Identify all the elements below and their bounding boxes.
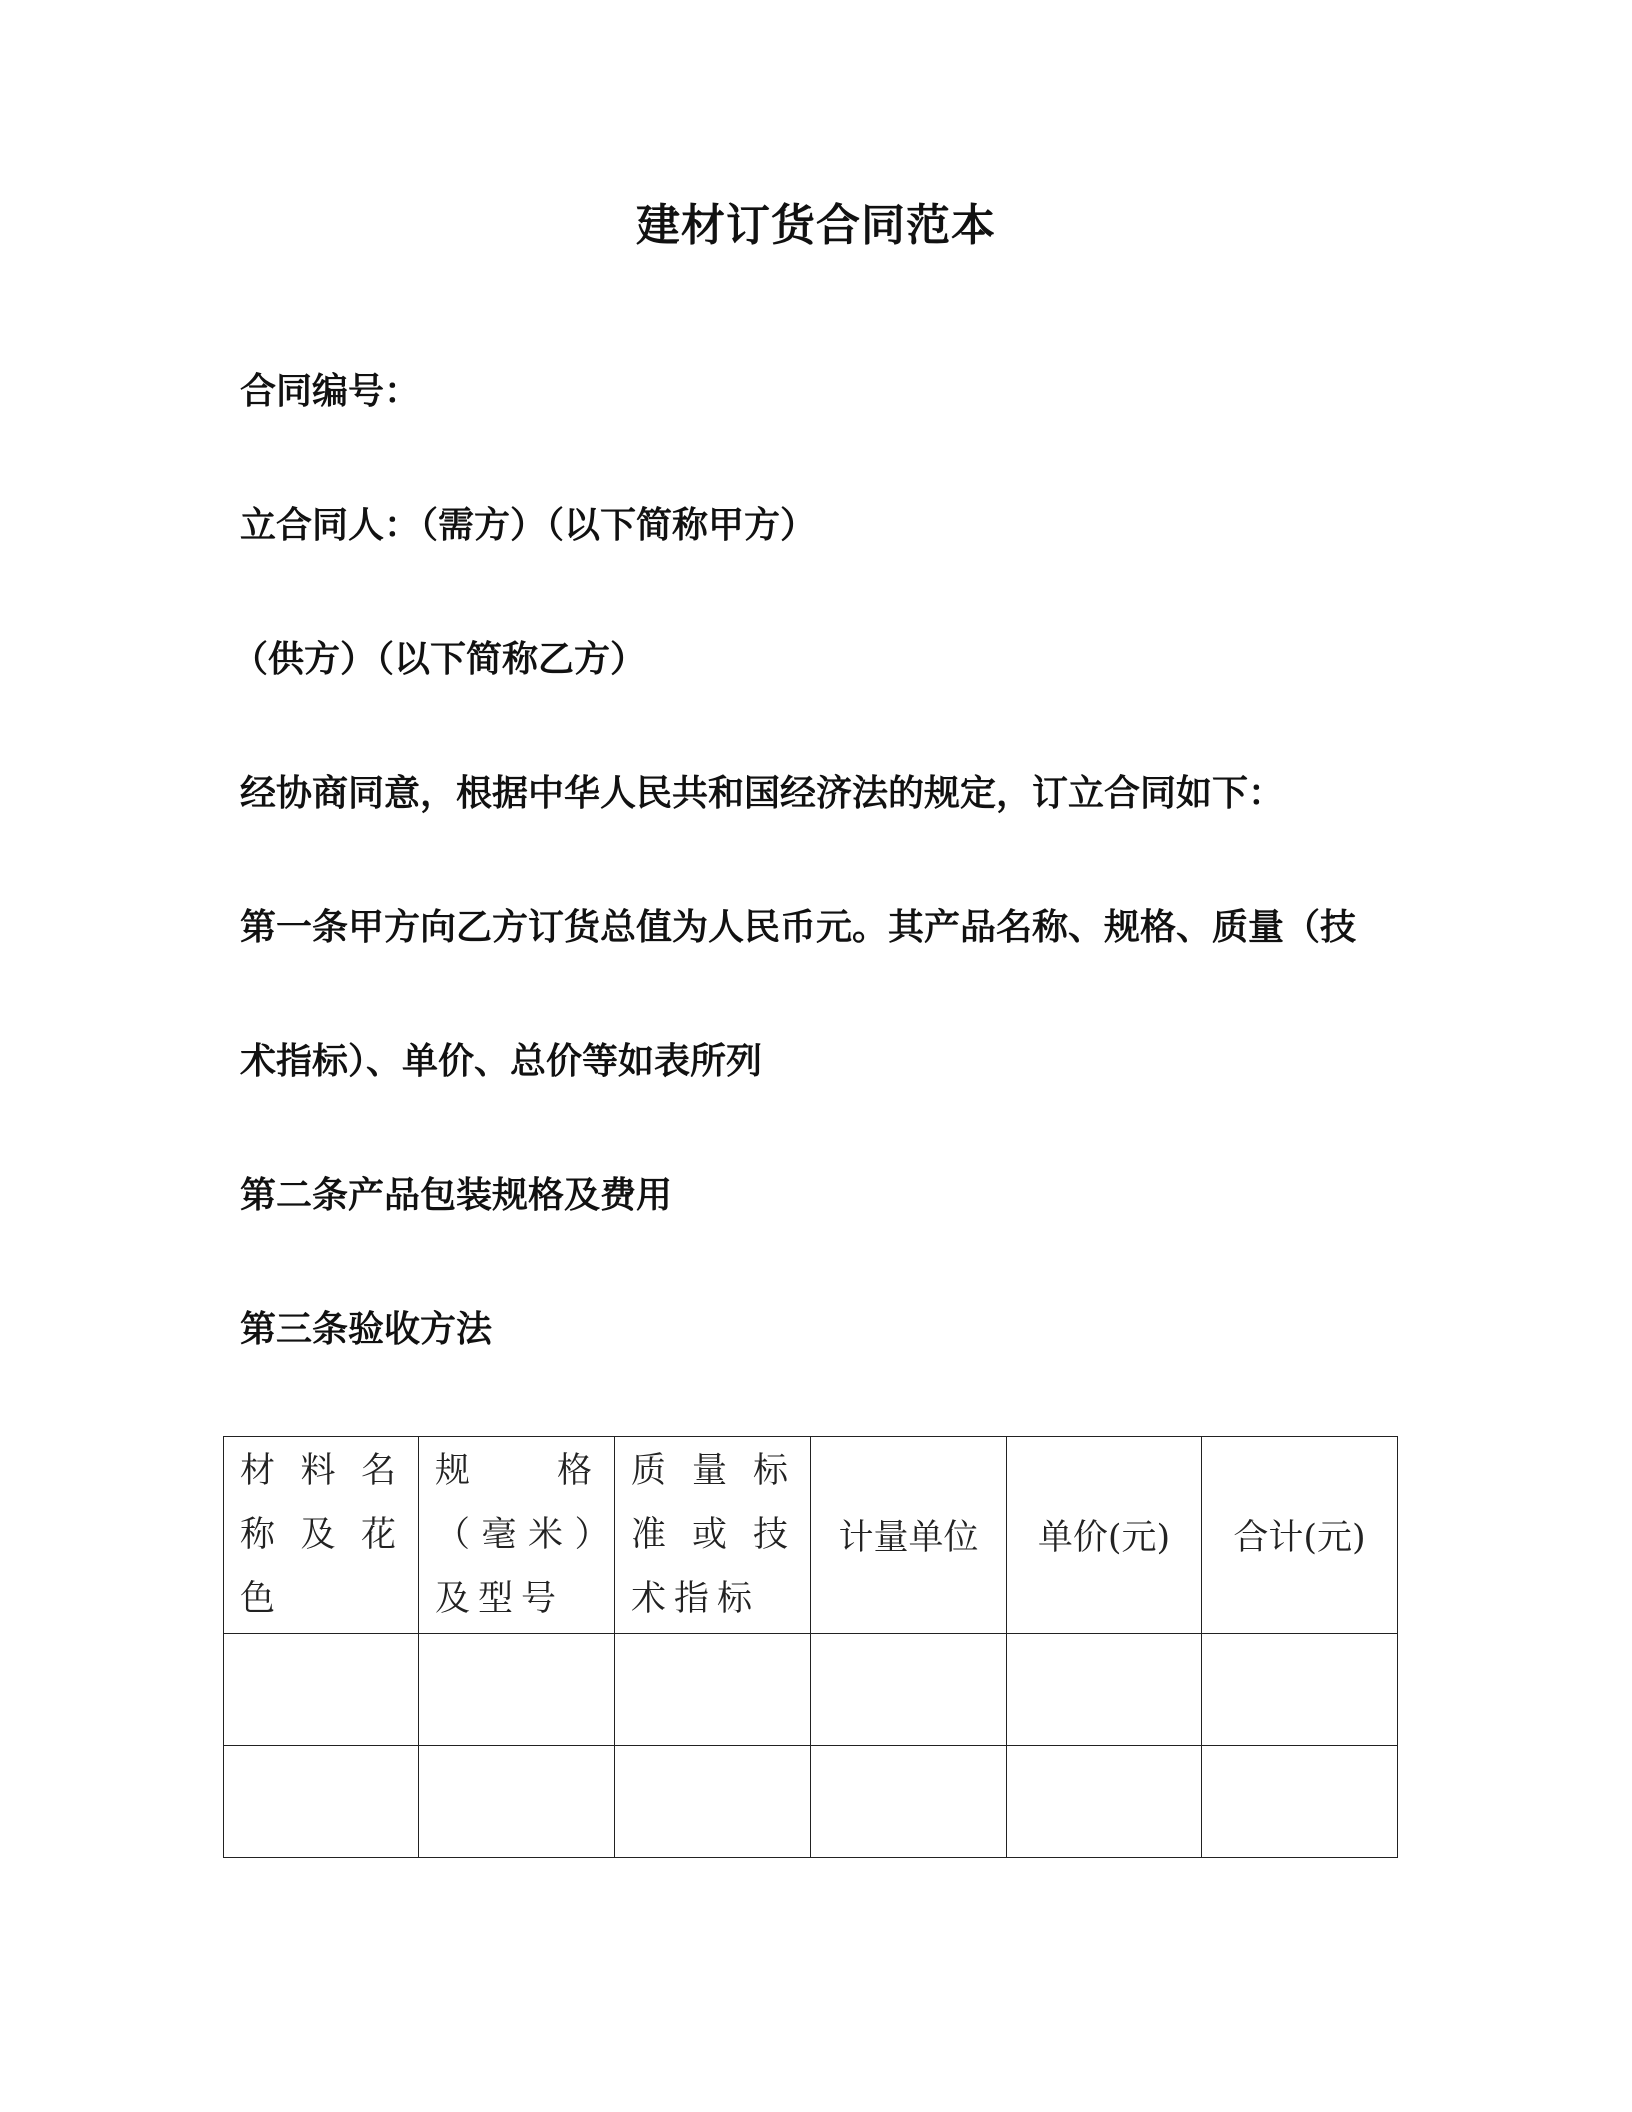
header-total: 合计(元) xyxy=(1202,1437,1398,1634)
article-1-line-2: 术指标）、单价、总价等如表所列 xyxy=(240,1041,763,1082)
table-cell xyxy=(419,1634,615,1746)
preamble-line: 经协商同意，根据中华人民共和国经济法的规定，订立合同如下： xyxy=(240,773,1285,814)
supplier-line: （供方）（以下简称乙方） xyxy=(232,639,647,680)
header-unit: 计量单位 xyxy=(811,1437,1007,1634)
table-cell xyxy=(1007,1746,1202,1858)
table-cell xyxy=(224,1746,419,1858)
table-cell xyxy=(615,1746,811,1858)
table-cell xyxy=(1007,1634,1202,1746)
table-cell xyxy=(1202,1634,1398,1746)
header-specification: 规格（毫米）及型号 xyxy=(419,1437,615,1634)
table-cell xyxy=(419,1746,615,1858)
table-cell xyxy=(811,1634,1007,1746)
table-cell xyxy=(224,1634,419,1746)
article-1-line-1: 第一条甲方向乙方订货总值为人民币元。其产品名称、规格、质量（技 xyxy=(240,907,1357,948)
table-header-row xyxy=(224,1437,1398,1634)
table-row xyxy=(224,1746,1398,1858)
parties-line: 立合同人：（需方）（以下简称甲方） xyxy=(240,505,817,546)
table-cell xyxy=(1202,1746,1398,1858)
article-3-line: 第三条验收方法 xyxy=(240,1309,493,1350)
document-title: 建材订货合同范本 xyxy=(636,200,996,251)
materials-table xyxy=(223,1436,1398,1858)
contract-number-line: 合同编号： xyxy=(240,371,421,412)
table-cell xyxy=(811,1746,1007,1858)
header-material-name: 材料名称及花色 xyxy=(224,1437,419,1634)
table-row xyxy=(224,1634,1398,1746)
header-unit-price: 单价(元) xyxy=(1007,1437,1202,1634)
table-cell xyxy=(615,1634,811,1746)
article-2-line: 第二条产品包装规格及费用 xyxy=(240,1175,673,1216)
header-quality-standard: 质量标准或技术指标 xyxy=(615,1437,811,1634)
